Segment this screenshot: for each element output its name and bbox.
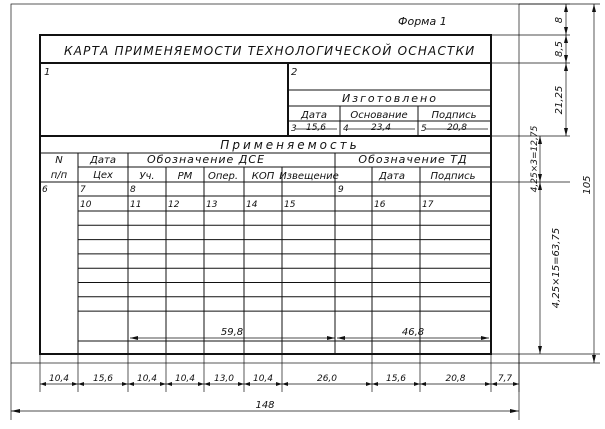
row-num-17: 17: [422, 200, 434, 210]
mfg-num-3: 3: [291, 124, 297, 134]
mfg-dim-basis: 23,4: [370, 123, 392, 133]
sub-col-kop: КОП: [251, 171, 275, 182]
mfg-num-4: 4: [343, 124, 349, 134]
row-num-15: 15: [284, 200, 296, 210]
bottom-dim-arrow: [198, 382, 204, 386]
row-num-16: 16: [374, 200, 386, 210]
dim-63-75: 4,25×15=63,75: [551, 227, 562, 309]
mfg-col-date: Дата: [301, 110, 327, 121]
bottom-dim-label: 10,4: [48, 374, 70, 384]
right-dimensions: [491, 4, 600, 363]
dim-dse-arrow-left: [130, 336, 138, 340]
dse-header: Обозначение ДСЕ: [146, 153, 266, 166]
col-workshop-header: Цех: [93, 170, 113, 181]
bottom-dim-label: 10,4: [136, 374, 158, 384]
bottom-dim-arrow: [160, 382, 166, 386]
field-7-num: 7: [80, 185, 86, 195]
bottom-dim-label: 10,4: [174, 374, 196, 384]
main-frame: [40, 35, 491, 354]
mfg-col-sign: Подпись: [431, 110, 477, 121]
bottom-dim-arrow: [128, 382, 134, 386]
bottom-dim-label: 7,7: [497, 374, 513, 384]
dim-21-25: 21,25: [554, 85, 565, 115]
manufactured-header: Изготовлено: [342, 92, 438, 105]
sub-col-date: Дата: [379, 171, 405, 182]
dim-dse-arrow-right: [327, 336, 335, 340]
bottom-dimensions: [40, 354, 519, 392]
arr-c1: [592, 4, 596, 12]
sub-col-uch: Уч.: [139, 171, 155, 182]
bottom-dim-arrow: [244, 382, 250, 386]
bottom-dim-arrow: [414, 382, 420, 386]
arr-b4: [538, 346, 542, 354]
col-num-sub: п/п: [50, 170, 68, 181]
bottom-dim-arrow: [282, 382, 288, 386]
arr-c2: [592, 355, 596, 363]
bottom-dim-arrow: [204, 382, 210, 386]
bottom-dim-arrow: [122, 382, 128, 386]
bottom-dim-label: 13,0: [213, 374, 235, 384]
dim-105: 105: [582, 175, 593, 195]
bottom-dim-arrow: [166, 382, 172, 386]
sub-col-oper: Опер.: [207, 171, 239, 182]
row-num-12: 12: [168, 200, 180, 210]
table-grid: [78, 153, 491, 354]
total-arrow-right: [510, 409, 519, 413]
arr-a6: [564, 128, 568, 136]
dim-12-75: 4,25×3=12,75: [530, 125, 540, 193]
applicability-header: Применяемость: [220, 138, 360, 152]
arr-a5: [564, 63, 568, 71]
bottom-dim-arrow: [366, 382, 372, 386]
card-title: КАРТА ПРИМЕНЯЕМОСТИ ТЕХНОЛОГИЧЕСКОЙ ОСНАСТКИ: [64, 44, 476, 58]
bottom-dim-label: 26,0: [316, 374, 338, 384]
bottom-dim-label: 10,4: [252, 374, 274, 384]
dim-8-5: 8,5: [554, 41, 565, 57]
row-num-13: 13: [206, 200, 218, 210]
row-num-14: 14: [246, 200, 258, 210]
bottom-dim-label: 15,6: [92, 374, 114, 384]
field-8-num: 8: [130, 185, 136, 195]
row-num-11: 11: [130, 200, 142, 210]
total-arrow-left: [11, 409, 20, 413]
col-num-header: N: [55, 155, 63, 166]
mfg-col-basis: Основание: [350, 110, 408, 121]
bottom-dim-arrow: [420, 382, 426, 386]
field-2-num: 2: [291, 67, 298, 78]
dim-8: 8: [554, 16, 565, 24]
field-1-num: 1: [44, 67, 51, 78]
dim-td-arrow-right: [481, 336, 489, 340]
bottom-dim-arrow: [78, 382, 84, 386]
row-num-10: 10: [80, 200, 92, 210]
bottom-dim-label: 20,8: [445, 374, 466, 384]
col-date-header: Дата: [90, 155, 116, 166]
bottom-dim-arrow: [276, 382, 282, 386]
form-label: Форма 1: [398, 15, 447, 28]
dim-td-arrow-left: [337, 336, 345, 340]
sub-col-rm: РМ: [177, 171, 193, 182]
field-6-num: 6: [42, 185, 48, 195]
bottom-dim-arrow: [40, 382, 46, 386]
bottom-dim-arrow: [485, 382, 491, 386]
mfg-num-5: 5: [421, 124, 427, 134]
bottom-dim-arrow: [513, 382, 519, 386]
arr-a2: [564, 27, 568, 35]
total-width-dim: 148: [255, 400, 275, 411]
field-9-num: 9: [338, 185, 344, 195]
bottom-dim-label: 15,6: [385, 374, 407, 384]
td-header: Обозначение ТД: [358, 153, 468, 166]
bottom-dim-arrow: [372, 382, 378, 386]
dim-td: 46,8: [401, 327, 425, 338]
dim-dse: 59,8: [220, 327, 244, 338]
mfg-dim-date: 15,6: [305, 123, 327, 133]
sub-col-notice: Извещение: [279, 171, 339, 182]
bottom-dim-arrow: [238, 382, 244, 386]
mfg-dim-sign: 20,8: [446, 123, 468, 133]
bottom-dim-arrow: [491, 382, 497, 386]
sub-col-sign: Подпись: [430, 171, 476, 182]
bottom-dim-arrow: [72, 382, 78, 386]
arr-a1: [564, 4, 568, 12]
